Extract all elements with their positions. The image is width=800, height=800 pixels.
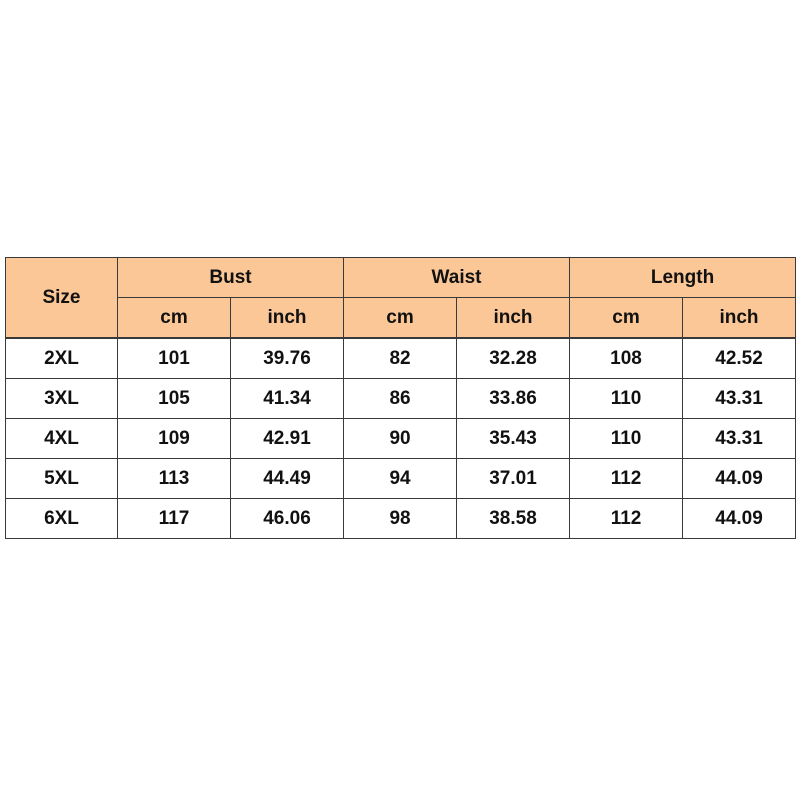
table-cell: 109 [118,419,231,459]
table-cell: 44.09 [683,499,796,539]
group-header-length: Length [570,258,796,298]
table-cell: 98 [344,499,457,539]
unit-header-row [6,298,796,338]
table-cell: 44.09 [683,459,796,499]
table-cell: 42.52 [683,339,796,379]
table-cell: 42.91 [231,419,344,459]
table-row [6,339,796,379]
table-cell: 39.76 [231,339,344,379]
table-cell: 32.28 [457,339,570,379]
group-header-waist: Waist [344,258,570,298]
group-header-row [6,258,796,298]
table-cell: 43.31 [683,379,796,419]
table-row [6,459,796,499]
table-cell: 110 [570,419,683,459]
table-cell: 117 [118,499,231,539]
table-row [6,419,796,459]
size-cell: 5XL [6,459,118,499]
table-cell: 110 [570,379,683,419]
unit-header: inch [457,298,570,338]
table-cell: 112 [570,459,683,499]
size-cell: 4XL [6,419,118,459]
unit-header: cm [118,298,231,338]
table-cell: 33.86 [457,379,570,419]
group-header-bust: Bust [118,258,344,298]
table-cell: 37.01 [457,459,570,499]
table-cell: 46.06 [231,499,344,539]
table-cell: 90 [344,419,457,459]
table-row [6,379,796,419]
table-cell: 43.31 [683,419,796,459]
table-cell: 35.43 [457,419,570,459]
size-cell: 3XL [6,379,118,419]
size-cell: 2XL [6,339,118,379]
unit-header: inch [683,298,796,338]
unit-header: cm [570,298,683,338]
table-cell: 112 [570,499,683,539]
table-cell: 108 [570,339,683,379]
size-cell: 6XL [6,499,118,539]
size-chart-table [5,257,796,539]
unit-header: cm [344,298,457,338]
table-cell: 44.49 [231,459,344,499]
unit-header: inch [231,298,344,338]
size-header: Size [6,258,118,338]
table-cell: 82 [344,339,457,379]
table-cell: 101 [118,339,231,379]
table-cell: 94 [344,459,457,499]
table-cell: 105 [118,379,231,419]
table-cell: 113 [118,459,231,499]
table-row [6,499,796,539]
table-cell: 41.34 [231,379,344,419]
table-cell: 38.58 [457,499,570,539]
table-cell: 86 [344,379,457,419]
